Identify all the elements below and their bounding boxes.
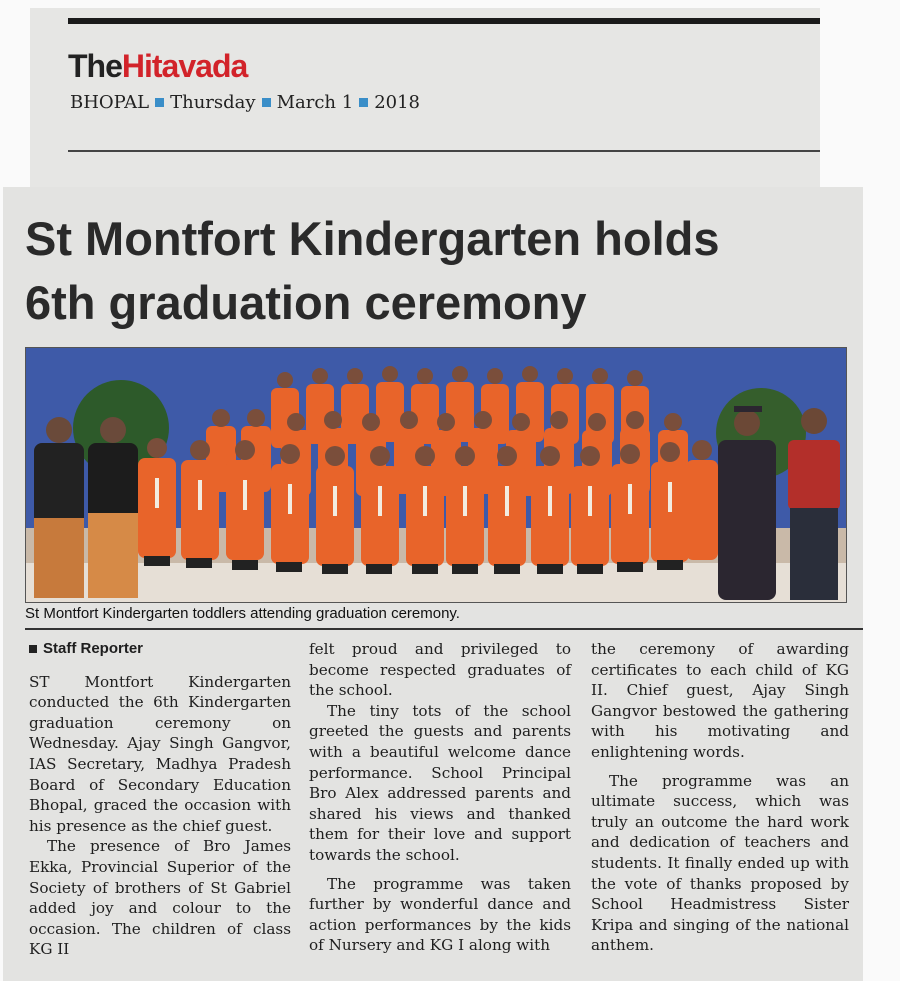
article-column-1 — [29, 639, 291, 960]
caption-rule — [25, 628, 863, 630]
square-bullet-icon — [359, 98, 368, 107]
paragraph: The presence of Bro James Ekka, Provincial Superior of the Society of brothers of St Gabriel added joy and colour to the occasion. The children of class KG II — [29, 837, 291, 959]
masthead-bottom-rule — [68, 150, 820, 152]
paragraph: ST Montfort Kindergarten conducted the 6th Kindergarten graduation ceremony on Wednesday. Ajay Singh Gangvor, IAS Secretary, Madhya Pradesh Board of Secondary Education Bhopal, graced the occasion with his presence as the chief guest. — [29, 672, 291, 835]
square-bullet-icon — [155, 98, 164, 107]
paragraph: The programme was an ultimate success, which was truly an outcome the hard work and dedication of teachers and students. It finally ended up with the vote of thanks proposed by School Headmistress Sister Kripa and singing of the national anthem. — [591, 771, 849, 955]
dateline-year: 2018 — [374, 92, 420, 113]
square-bullet-icon — [29, 645, 37, 653]
paragraph: felt proud and privileged to become respected graduates of the school. — [309, 640, 571, 700]
dateline-city: BHOPAL — [70, 92, 150, 113]
paragraph: the ceremony of awarding certificates to each child of KG II. Chief guest, Ajay Singh Gangvor bestowed the gathering with his motivating and enlightening words. — [591, 640, 849, 761]
paragraph: The programme was taken further by wonderful dance and action performances by the kids of Nursery and KG I along with — [309, 874, 571, 955]
masthead-clipping — [30, 8, 820, 188]
byline-text: Staff Reporter — [43, 640, 144, 657]
newspaper-logo: TheHitavada — [68, 48, 248, 84]
article-clipping — [3, 187, 863, 981]
dateline-day: Thursday — [170, 92, 256, 113]
headline-line-2: 6th graduation ceremony — [25, 276, 587, 329]
dateline-date: March 1 — [276, 92, 354, 113]
byline — [29, 639, 291, 660]
graduation-photo-illustration — [26, 348, 846, 602]
dateline — [70, 92, 420, 113]
article-headline — [25, 207, 855, 335]
square-bullet-icon — [262, 98, 271, 107]
photo-caption: St Montfort Kindergarten toddlers attending graduation ceremony. — [25, 605, 460, 622]
article-column-3 — [591, 639, 849, 956]
graduation-photo — [25, 347, 847, 603]
article-column-2 — [309, 639, 571, 956]
paragraph: The tiny tots of the school greeted the guests and parents with a beautiful welcome dance performance. School Principal Bro Alex addressed parents and shared his views and thanked them for their love and support towards the school. — [309, 701, 571, 864]
headline-line-1: St Montfort Kindergarten holds — [25, 212, 720, 265]
masthead-top-rule — [68, 18, 820, 24]
